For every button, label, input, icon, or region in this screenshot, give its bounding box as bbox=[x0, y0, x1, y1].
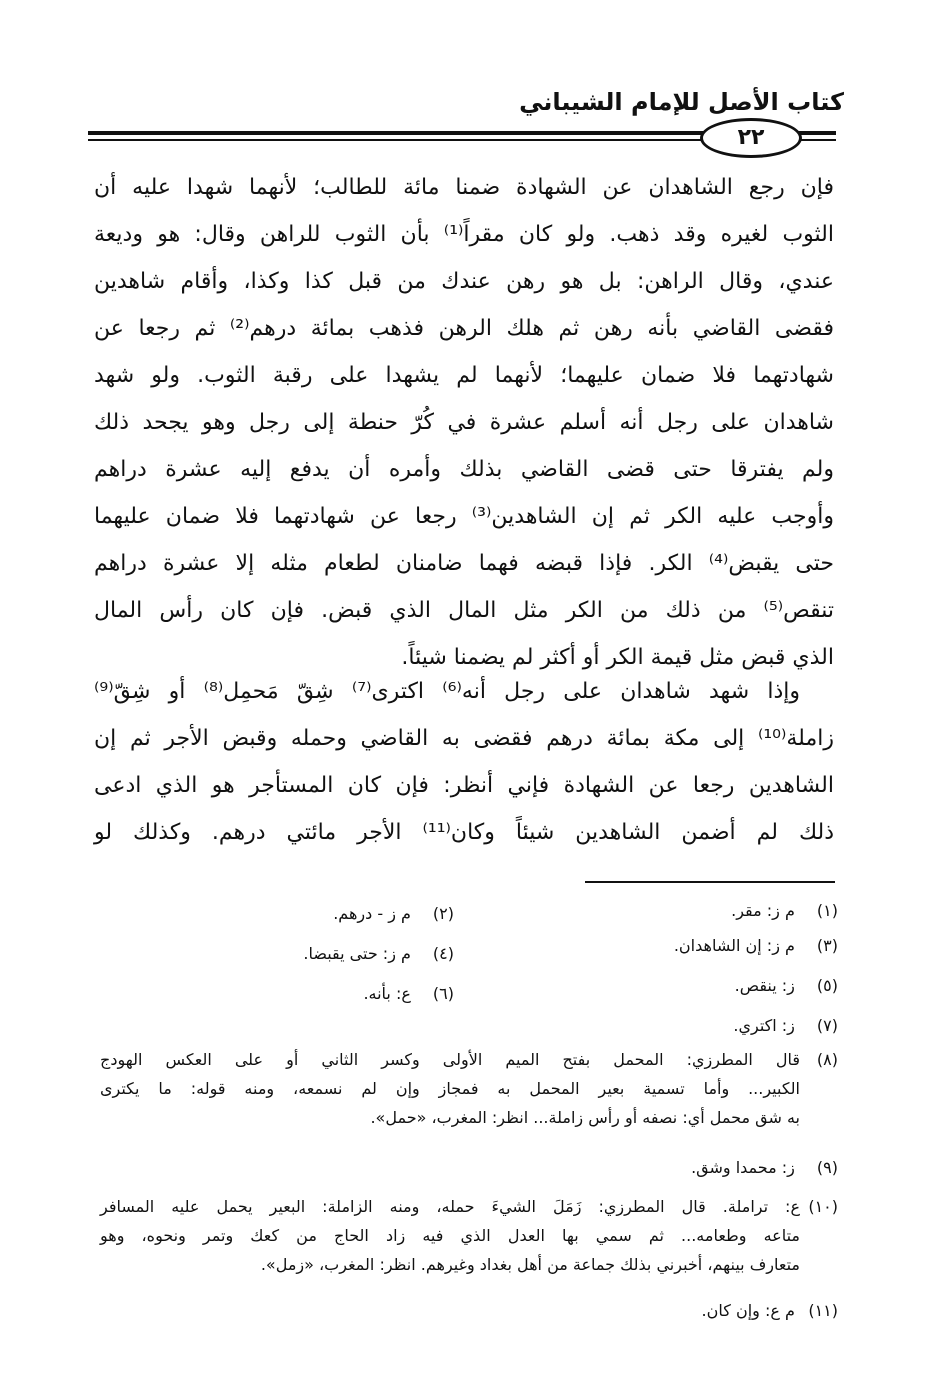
text-line: تنقص⁽⁵⁾ من ذلك من الكر مثل المال الذي قبض. فإن كان رأس المال bbox=[94, 598, 834, 623]
text-line: الثوب لغيره وقد ذهب. ولو كان مقراً⁽¹⁾ بأن الثوب للراهن وقال: هو وديعة bbox=[94, 222, 834, 247]
footnote-number: (٣) bbox=[816, 936, 838, 955]
footnote-text: م ز - درهم. bbox=[333, 904, 411, 923]
text-line: شاهدان على رجل أنه أسلم عشرة في كُرّ حنطة إلى رجل وهو يجحد ذلك bbox=[94, 410, 834, 435]
text-line: حتى يقبض⁽⁴⁾ الكر. فإذا قبضه فهما ضامنان لطعام مثله إلا عشرة دراهم bbox=[94, 551, 834, 576]
footnote-5 bbox=[735, 972, 838, 1000]
footnote-line: به شق محمل أي: نصفه أو رأس زاملة... انظر: المغرب، «حمل». bbox=[370, 1108, 800, 1127]
footnote-text: ز: اكتري. bbox=[733, 1016, 795, 1035]
text-line: ذلك لم أضمن الشاهدين شيئاً وكان⁽¹¹⁾ الأجر مائتي درهم. وكذلك لو bbox=[94, 820, 834, 845]
footnote-line: الكبير... وأما تسمية بعير المحمل به فمجاز وإن لم نسمعه، ومنه قوله: ما يكترى bbox=[100, 1079, 800, 1098]
footnote-number: (٥) bbox=[816, 976, 838, 995]
footnote-line bbox=[100, 1192, 838, 1221]
footnote-9 bbox=[691, 1154, 838, 1182]
footnote-number: (٦) bbox=[432, 984, 454, 1003]
page-number-badge bbox=[700, 118, 802, 158]
footnote-number: (٨) bbox=[816, 1050, 838, 1069]
text-line: زاملة⁽¹⁰⁾ إلى مكة بمائة درهم فقضى به القاضي وحمله وقبض الأجر ثم إن bbox=[94, 726, 834, 751]
footnote-text: ع: تراملة. قال المطرزي: زَمَلَ الشيءَ حمله، ومنه الزاملة: البعير يحمل عليه المسافر bbox=[100, 1197, 800, 1216]
footnote-4 bbox=[303, 940, 454, 968]
footnote-number: (١١) bbox=[808, 1301, 838, 1320]
text-line: شهادتهما فلا ضمان عليهما؛ لأنهما لم يشهدا على رقبة الثوب. ولو شهد bbox=[94, 363, 834, 388]
footnote-text: م ز: حتى يقبضا. bbox=[303, 944, 411, 963]
footnote-separator bbox=[585, 881, 835, 883]
footnote-11 bbox=[702, 1297, 838, 1325]
footnote-number: (٢) bbox=[432, 904, 454, 923]
text-line: الذي قبض مثل قيمة الكر أو أكثر لم يضمنا شيئاً. bbox=[401, 645, 834, 670]
footnote-line: متعارف بينهم، أخبرني بذلك جماعة من أهل بغداد وغيرهم. انظر: المغرب، «زمل». bbox=[260, 1255, 800, 1274]
footnote-number: (١) bbox=[816, 901, 838, 920]
text-line: عندي، وقال الراهن: بل هو رهن عندك من قبل كذا وكذا، وأقام شاهدين bbox=[94, 269, 834, 294]
footnote-line bbox=[100, 1045, 838, 1074]
footnote-number: (٤) bbox=[432, 944, 454, 963]
footnote-text: ز: ينقص. bbox=[734, 976, 795, 995]
text-line: ولم يفترقا حتى قضى القاضي بذلك وأمره أن يدفع إليه عشرة دراهم bbox=[94, 457, 834, 482]
main-paragraph-1 bbox=[94, 164, 834, 681]
footnote-7 bbox=[733, 1012, 838, 1040]
footnote-6 bbox=[363, 980, 454, 1008]
footnote-1 bbox=[731, 897, 838, 925]
main-paragraph-2 bbox=[94, 668, 834, 856]
footnote-text: ع: بأنه. bbox=[363, 984, 411, 1003]
text-line: فقضى القاضي بأنه رهن ثم هلك الرهن فذهب بمائة درهم⁽²⁾ ثم رجعا عن bbox=[94, 316, 834, 341]
footnote-line: متاعه وطعامه... ثم سمي بها العدل الذي فيه زاد الحاج من كعك وتمر ونحوه، وهو bbox=[100, 1226, 800, 1245]
footnote-text: قال المطرزي: المحمل بفتح الميم الأولى وكسر الثاني أو على العكس الهودج bbox=[100, 1050, 800, 1069]
footnote-text: م ز: إن الشاهدان. bbox=[673, 936, 795, 955]
footnote-number: (١٠) bbox=[808, 1197, 838, 1216]
text-line: الشاهدين رجعا عن الشهادة فإني أنظر: فإن كان المستأجر هو الذي ادعى bbox=[94, 773, 834, 798]
footnote-10 bbox=[100, 1192, 838, 1279]
text-line: وإذا شهد شاهدان على رجل أنه⁽⁶⁾ اكترى⁽⁷⁾ شِقّ مَحمِل⁽⁸⁾ أو شِقّ⁽⁹⁾ bbox=[94, 679, 800, 704]
footnote-text: م ع: وإن كان. bbox=[701, 1301, 795, 1320]
page-number: ٢٢ bbox=[737, 125, 765, 150]
footnote-3 bbox=[674, 932, 838, 960]
footnote-8 bbox=[100, 1045, 838, 1132]
footnote-number: (٧) bbox=[816, 1016, 838, 1035]
footnote-text: ز: محمدا وشق. bbox=[691, 1158, 795, 1177]
text-line: فإن رجع الشاهدان عن الشهادة ضمنا مائة للطالب؛ لأنهما شهدا عليه أن bbox=[94, 175, 834, 200]
text-line: وأوجب عليه الكر ثم إن الشاهدين⁽³⁾ رجعا عن شهادتهما فلا ضمان عليهما bbox=[94, 504, 834, 529]
footnote-number: (٩) bbox=[816, 1158, 838, 1177]
footnote-text: م ز: مقر. bbox=[731, 901, 795, 920]
running-header-title: كتاب الأصل للإمام الشيباني bbox=[519, 88, 844, 116]
footnote-2 bbox=[333, 900, 454, 928]
